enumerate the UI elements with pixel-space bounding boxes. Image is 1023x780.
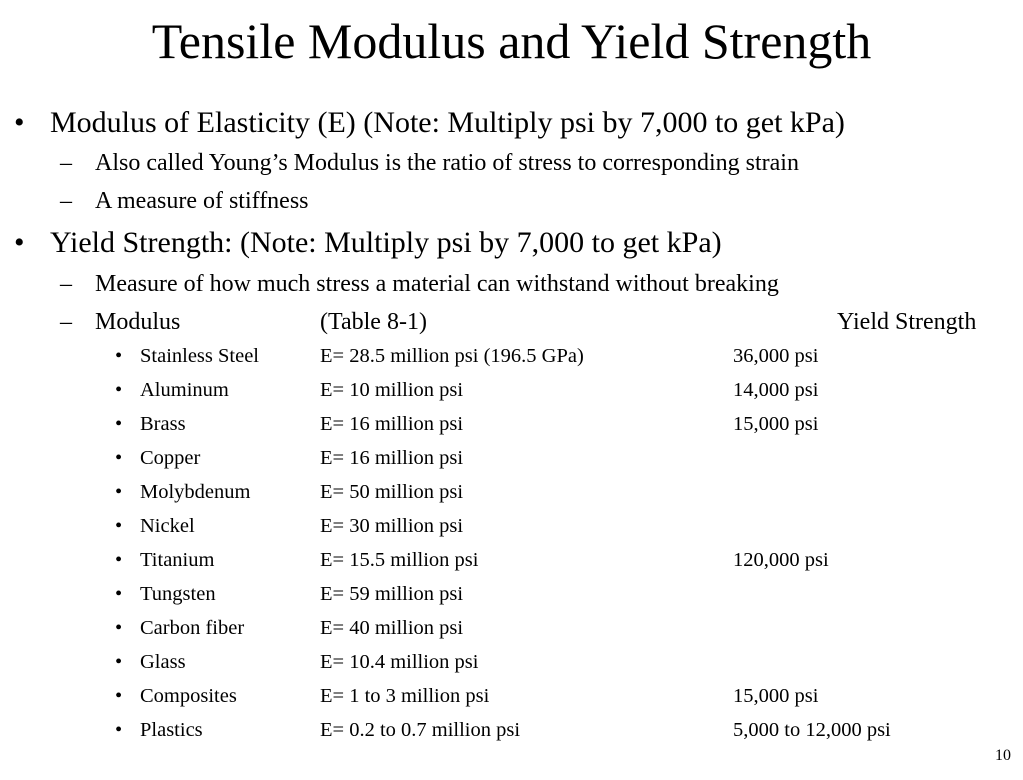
material-yield: 120,000 psi [733,549,829,571]
material-modulus: E= 16 million psi [320,447,464,469]
bullet-marker: • [115,719,123,741]
dash-marker: – [60,309,72,335]
material-name: Plastics [140,719,203,741]
table-header-table-ref: (Table 8-1) [320,309,427,335]
material-modulus: E= 10.4 million psi [320,651,479,673]
bullet-marker: • [115,481,123,503]
material-yield: 14,000 psi [733,379,819,401]
bullet-marker: • [115,617,123,639]
bullet-marker: • [115,413,123,435]
modulus-heading: Modulus of Elasticity (E) (Note: Multiply psi by 7,000 to get kPa) [50,106,845,139]
dash-marker: – [60,188,72,214]
table-header-yield: Yield Strength [837,309,977,335]
material-name: Nickel [140,515,195,537]
material-modulus: E= 10 million psi [320,379,464,401]
bullet-marker: • [115,379,123,401]
table-header-modulus: Modulus [95,309,181,335]
material-name: Brass [140,413,186,435]
material-name: Molybdenum [140,481,251,503]
material-yield: 5,000 to 12,000 psi [733,719,891,741]
bullet-marker: • [115,583,123,605]
material-modulus: E= 28.5 million psi (196.5 GPa) [320,345,584,367]
bullet-marker: • [115,549,123,571]
material-yield: 15,000 psi [733,685,819,707]
bullet-marker: • [115,651,123,673]
bullet-marker: • [115,447,123,469]
page-number: 10 [995,747,1011,764]
bullet-marker: • [115,685,123,707]
material-modulus: E= 40 million psi [320,617,464,639]
material-name: Copper [140,447,201,469]
bullet-marker: • [115,515,123,537]
material-modulus: E= 50 million psi [320,481,464,503]
modulus-sub-2: A measure of stiffness [95,188,309,214]
material-name: Composites [140,685,237,707]
bullet-marker: • [14,106,25,139]
material-modulus: E= 30 million psi [320,515,464,537]
modulus-sub-1: Also called Young’s Modulus is the ratio of stress to corresponding strain [95,150,799,176]
material-modulus: E= 59 million psi [320,583,464,605]
yield-heading: Yield Strength: (Note: Multiply psi by 7,000 to get kPa) [50,226,722,259]
material-name: Tungsten [140,583,216,605]
material-yield: 36,000 psi [733,345,819,367]
material-modulus: E= 16 million psi [320,413,464,435]
material-name: Aluminum [140,379,229,401]
material-modulus: E= 15.5 million psi [320,549,479,571]
material-name: Titanium [140,549,215,571]
bullet-marker: • [115,345,123,367]
material-modulus: E= 0.2 to 0.7 million psi [320,719,521,741]
bullet-marker: • [14,226,25,259]
dash-marker: – [60,271,72,297]
material-modulus: E= 1 to 3 million psi [320,685,490,707]
slide-title: Tensile Modulus and Yield Strength [151,13,872,69]
material-yield: 15,000 psi [733,413,819,435]
material-name: Glass [140,651,186,673]
material-name: Stainless Steel [140,345,260,367]
yield-sub-1: Measure of how much stress a material can withstand without breaking [95,271,779,297]
dash-marker: – [60,150,72,176]
material-name: Carbon fiber [140,617,245,639]
